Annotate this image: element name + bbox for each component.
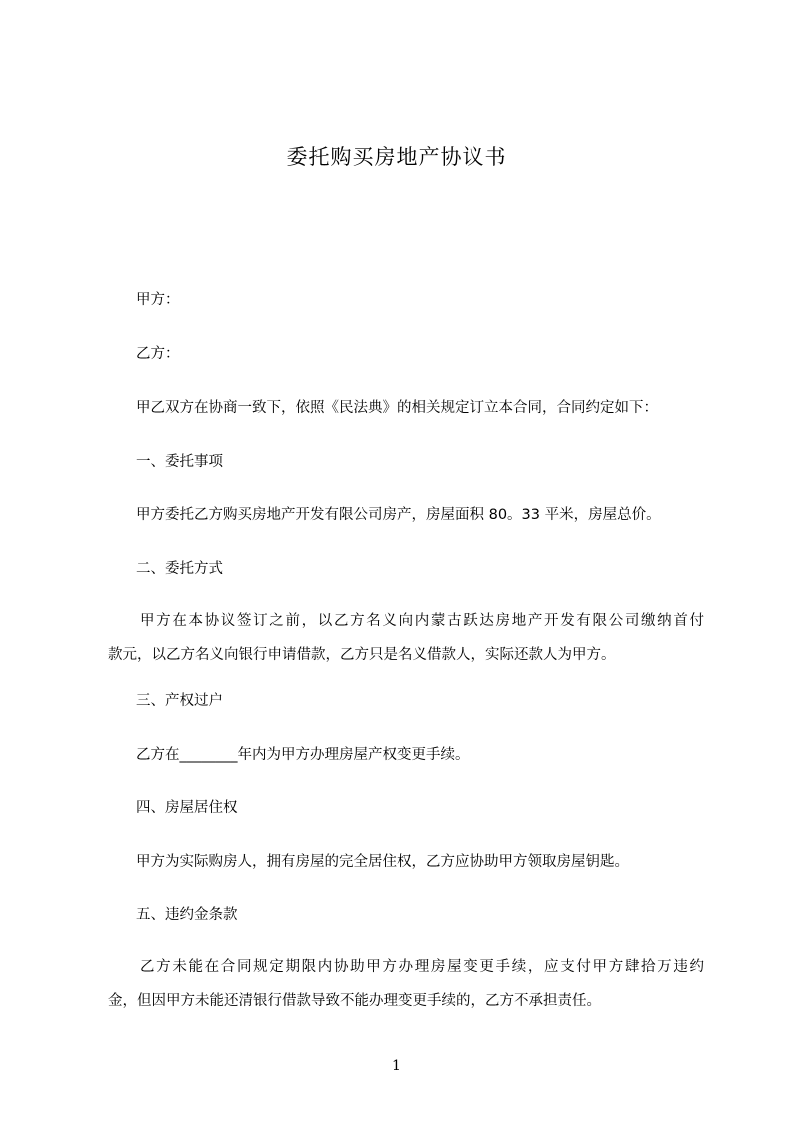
party-a-label: 甲方： [136,292,180,308]
document-title: 委托购买房地产协议书 [286,145,507,169]
section-4-body: 甲方为实际购房人，拥有房屋的完全居住权，乙方应协助甲方领取房屋钥匙。 [136,854,629,870]
section-5-body-line-2: 金，但因甲方未能还清银行借款导致不能办理变更手续的，乙方不承担责任。 [108,993,601,1009]
intro-paragraph: 甲乙双方在协商一致下，依照《民法典》的相关规定订立本合同，合同约定如下： [136,400,658,416]
section-2-body-line-1: 甲方在本协议签订之前，以乙方名义向内蒙古跃达房地产开发有限公司缴纳首付 [140,613,704,629]
page-number: 1 [392,1058,401,1074]
section-5-body [108,950,704,1018]
section-5-heading: 五、违约金条款 [136,907,238,923]
section-5-body-line-1: 乙方未能在合同规定期限内协助甲方办理房屋变更手续，应支付甲方肆拾万违约 [140,959,704,975]
section-2-body [108,604,704,672]
section-3-heading: 三、产权过户 [136,693,223,709]
section-2-heading: 二、委托方式 [136,561,223,577]
section-2-body-line-2: 款元，以乙方名义向银行申请借款，乙方只是名义借款人，实际还款人为甲方。 [108,647,616,663]
section-1-body: 甲方委托乙方购买房地产开发有限公司房产，房屋面积 80。33 平米，房屋总价。 [136,507,661,523]
section-1-heading: 一、委托事项 [136,454,223,470]
section-4-heading: 四、房屋居住权 [136,800,238,816]
party-b-label: 乙方： [136,346,180,362]
section-3-body: 乙方在________年内为甲方办理房屋产权变更手续。 [136,747,470,763]
